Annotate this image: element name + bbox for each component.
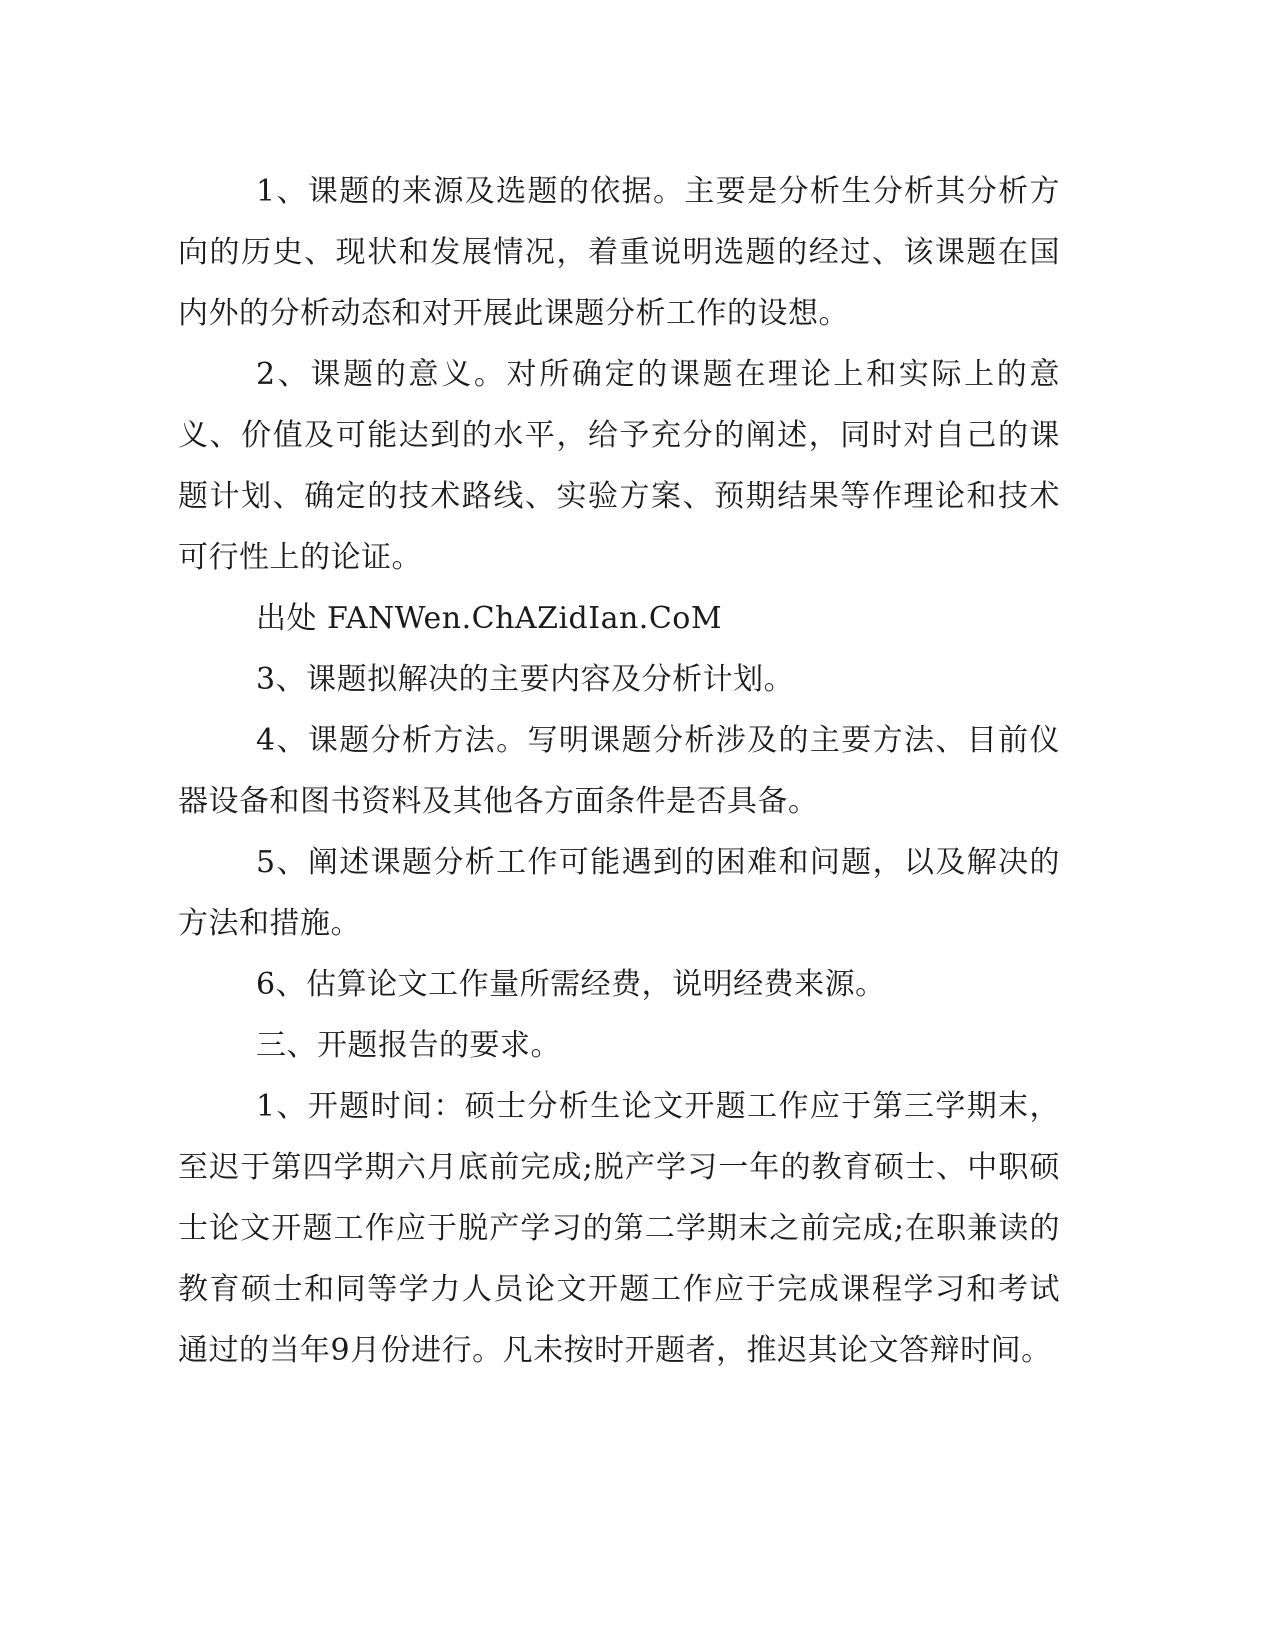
paragraph-topic-source: 1、课题的来源及选题的依据。主要是分析生分析其分析方向的历史、现状和发展情况，着重说明选题的经过、该课题在国内外的分析动态和对开展此课题分析工作的设想。 [178, 174, 1060, 331]
paragraph-topic-significance: 2、课题的意义。对所确定的课题在理论上和实际上的意义、价值及可能达到的水平，给予充分的阐述，同时对自己的课题计划、确定的技术路线、实验方案、预期结果等作理论和技术可行性上的论证。 [178, 357, 1060, 575]
section-heading-requirements: 三、开题报告的要求。 [256, 1028, 561, 1063]
paragraph-analysis-method: 4、课题分析方法。写明课题分析涉及的主要方法、目前仪器设备和图书资料及其他各方面条件是否具备。 [178, 723, 1060, 819]
paragraph-difficulties: 5、阐述课题分析工作可能遇到的困难和问题，以及解决的方法和措施。 [178, 845, 1060, 941]
paragraph-budget-estimate: 6、估算论文工作量所需经费，说明经费来源。 [256, 967, 886, 1002]
paragraph-main-content-plan: 3、课题拟解决的主要内容及分析计划。 [256, 662, 795, 697]
document-body [178, 161, 1060, 1381]
source-attribution: 出处 FANWen.ChAZidIan.CoM [256, 601, 723, 636]
paragraph-opening-time: 1、开题时间：硕士分析生论文开题工作应于第三学期末，至迟于第四学期六月底前完成;脱产学习一年的教育硕士、中职硕士论文开题工作应于脱产学习的第二学期末之前完成;在职兼读的教育硕士和同等学力人员论文开题工作应于完成课程学习和考试通过的当年9月份进行。凡未按时开题者，推迟其论文答辩时间。 [178, 1089, 1060, 1368]
